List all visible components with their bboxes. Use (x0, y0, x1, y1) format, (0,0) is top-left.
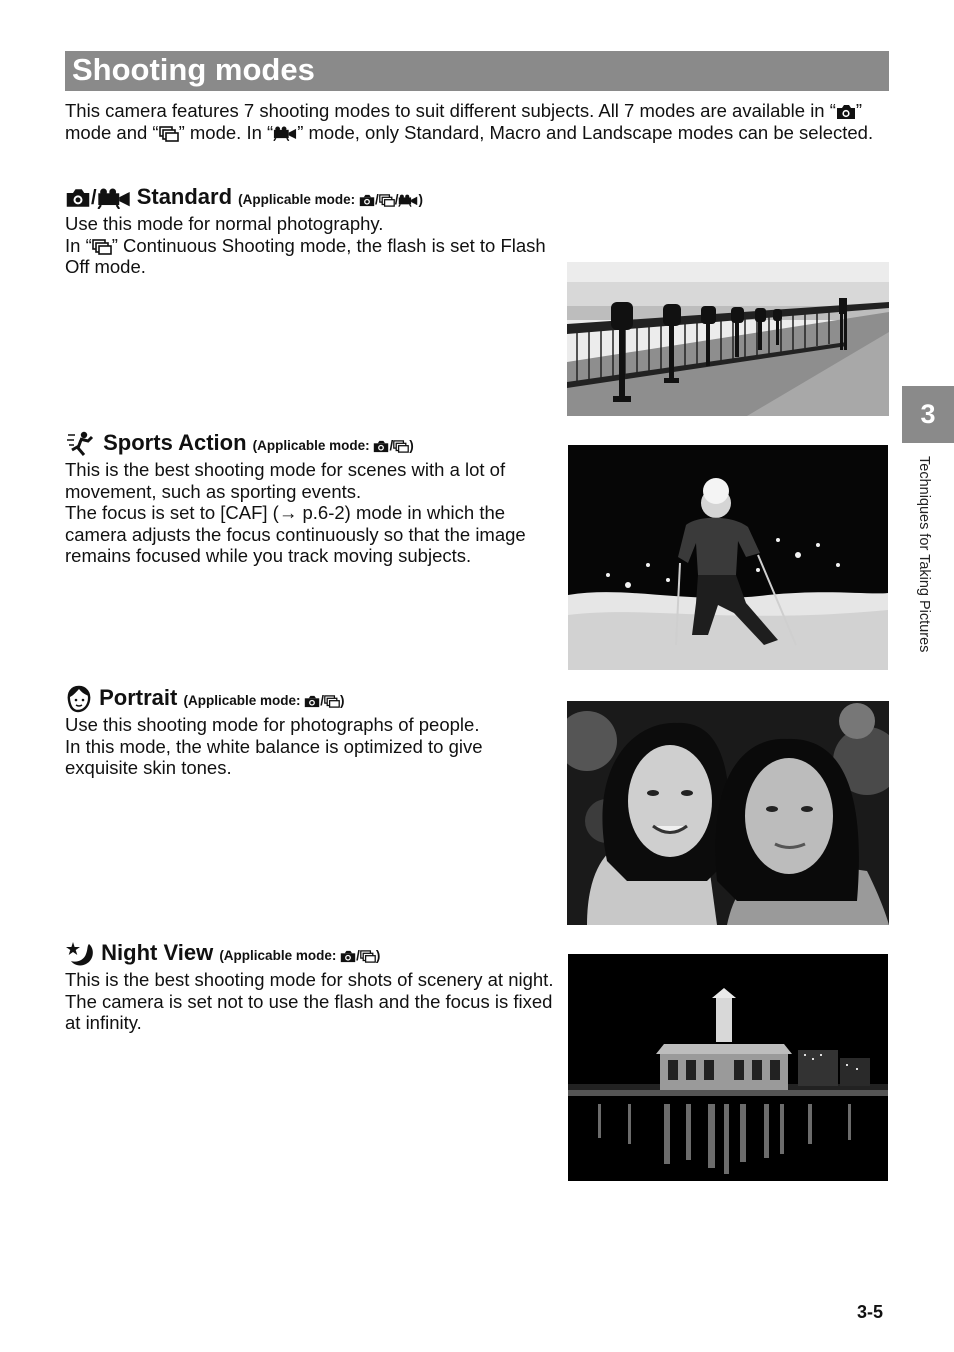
applicable-mode-label: (Applicable mode: (252, 438, 374, 453)
intro-paragraph (65, 100, 895, 143)
sequential-shooting-icon (92, 239, 112, 255)
sequential-shooting-icon (324, 695, 340, 708)
camera-icon (340, 950, 356, 963)
applicable-mode-label: (Applicable mode: (183, 693, 305, 708)
section-text-2: The focus is set to [CAF] (→ p.6-2) mode in which the camera adjusts the focus continuously so that the image remains focused while you track moving subjects. (65, 502, 526, 566)
chapter-tab: 3 (902, 386, 954, 443)
sequential-shooting-icon (159, 126, 179, 142)
section-body-sports-action (65, 459, 555, 567)
applicable-mode-label: (Applicable mode: (219, 948, 341, 963)
section-text: Use this shooting mode for photographs of people. (65, 714, 480, 735)
intro-text-1: This camera features 7 shooting modes to suit different subjects. All 7 modes are available in “ (65, 100, 836, 121)
section-text-2 (65, 235, 555, 278)
section-title-sports-action: Sports Action (103, 430, 247, 455)
two-women-image (567, 701, 889, 925)
page-title: Shooting modes (72, 52, 315, 87)
sequential-shooting-icon (379, 194, 395, 207)
section-text-2: In this mode, the white balance is optimized to give exquisite skin tones. (65, 735, 483, 778)
night-view-icon (65, 940, 95, 968)
section-body-night-view (65, 969, 555, 1034)
intro-text-3: ” mode. In “ (178, 121, 274, 143)
sports-action-icon (65, 431, 97, 457)
chapter-label: Techniques for Taking Pictures (916, 456, 932, 653)
page-number: 3-5 (857, 1302, 884, 1322)
section-title-standard: Standard (136, 184, 233, 209)
section-title-portrait: Portrait (99, 685, 178, 710)
section-heading-sports-action (65, 430, 414, 459)
applicable-mode-close: ) (418, 192, 423, 207)
skier-image (568, 445, 888, 670)
section-text: Use this mode for normal photography. (65, 213, 384, 234)
applicable-mode-close: ) (409, 438, 414, 453)
camera-icon (65, 188, 91, 208)
section-body-standard (65, 213, 555, 278)
section-text-part: In “ (65, 234, 92, 256)
section-title-night-view: Night View (101, 940, 214, 965)
section-text: This is the best shooting mode for scenes with a lot of movement, such as sporting events. (65, 459, 506, 502)
sequential-shooting-icon (393, 440, 409, 453)
applicable-mode-portrait: (Applicable mode: / ) (183, 693, 345, 708)
applicable-mode-close: ) (340, 693, 345, 708)
intro-text-4: ” mode, only Standard, Macro and Landscape modes can be selected. (297, 121, 874, 143)
section-text-2: The camera is set not to use the flash and the focus is fixed at infinity. (65, 990, 553, 1033)
camera-icon (836, 104, 856, 120)
standard-photo (567, 262, 889, 416)
pier-binoculars-image (567, 262, 889, 416)
camera-icon (373, 440, 389, 453)
applicable-mode-night-view: (Applicable mode: / ) (219, 948, 381, 963)
applicable-mode-sports-action: (Applicable mode: / ) (252, 438, 414, 453)
section-body-portrait (65, 714, 555, 779)
sequential-shooting-icon (360, 950, 376, 963)
pavilion-night-image (568, 954, 888, 1181)
movie-icon (97, 188, 131, 209)
sports-action-photo (568, 445, 888, 670)
applicable-mode-close: ) (375, 948, 381, 963)
section-text-part: ” Continuous Shooting mode, the flash is set to Flash Off mode. (65, 234, 546, 277)
movie-icon (398, 194, 418, 207)
section-text: This is the best shooting mode for shots of scenery at night. (65, 969, 554, 990)
night-view-photo (568, 954, 888, 1181)
movie-icon (273, 126, 297, 141)
portrait-icon (65, 685, 93, 713)
intro-text-2: ” mode and “ (65, 100, 863, 143)
applicable-mode-label: (Applicable mode: (238, 192, 359, 207)
camera-icon (359, 194, 375, 207)
section-heading-portrait (65, 685, 345, 714)
page-title-bar (65, 51, 889, 91)
applicable-mode-standard: (Applicable mode: / / ) (238, 192, 423, 207)
section-heading-standard: / Standard (Applicable mode: / / ) (65, 184, 423, 213)
section-heading-night-view (65, 940, 380, 969)
portrait-photo (567, 701, 889, 925)
camera-icon (304, 695, 320, 708)
